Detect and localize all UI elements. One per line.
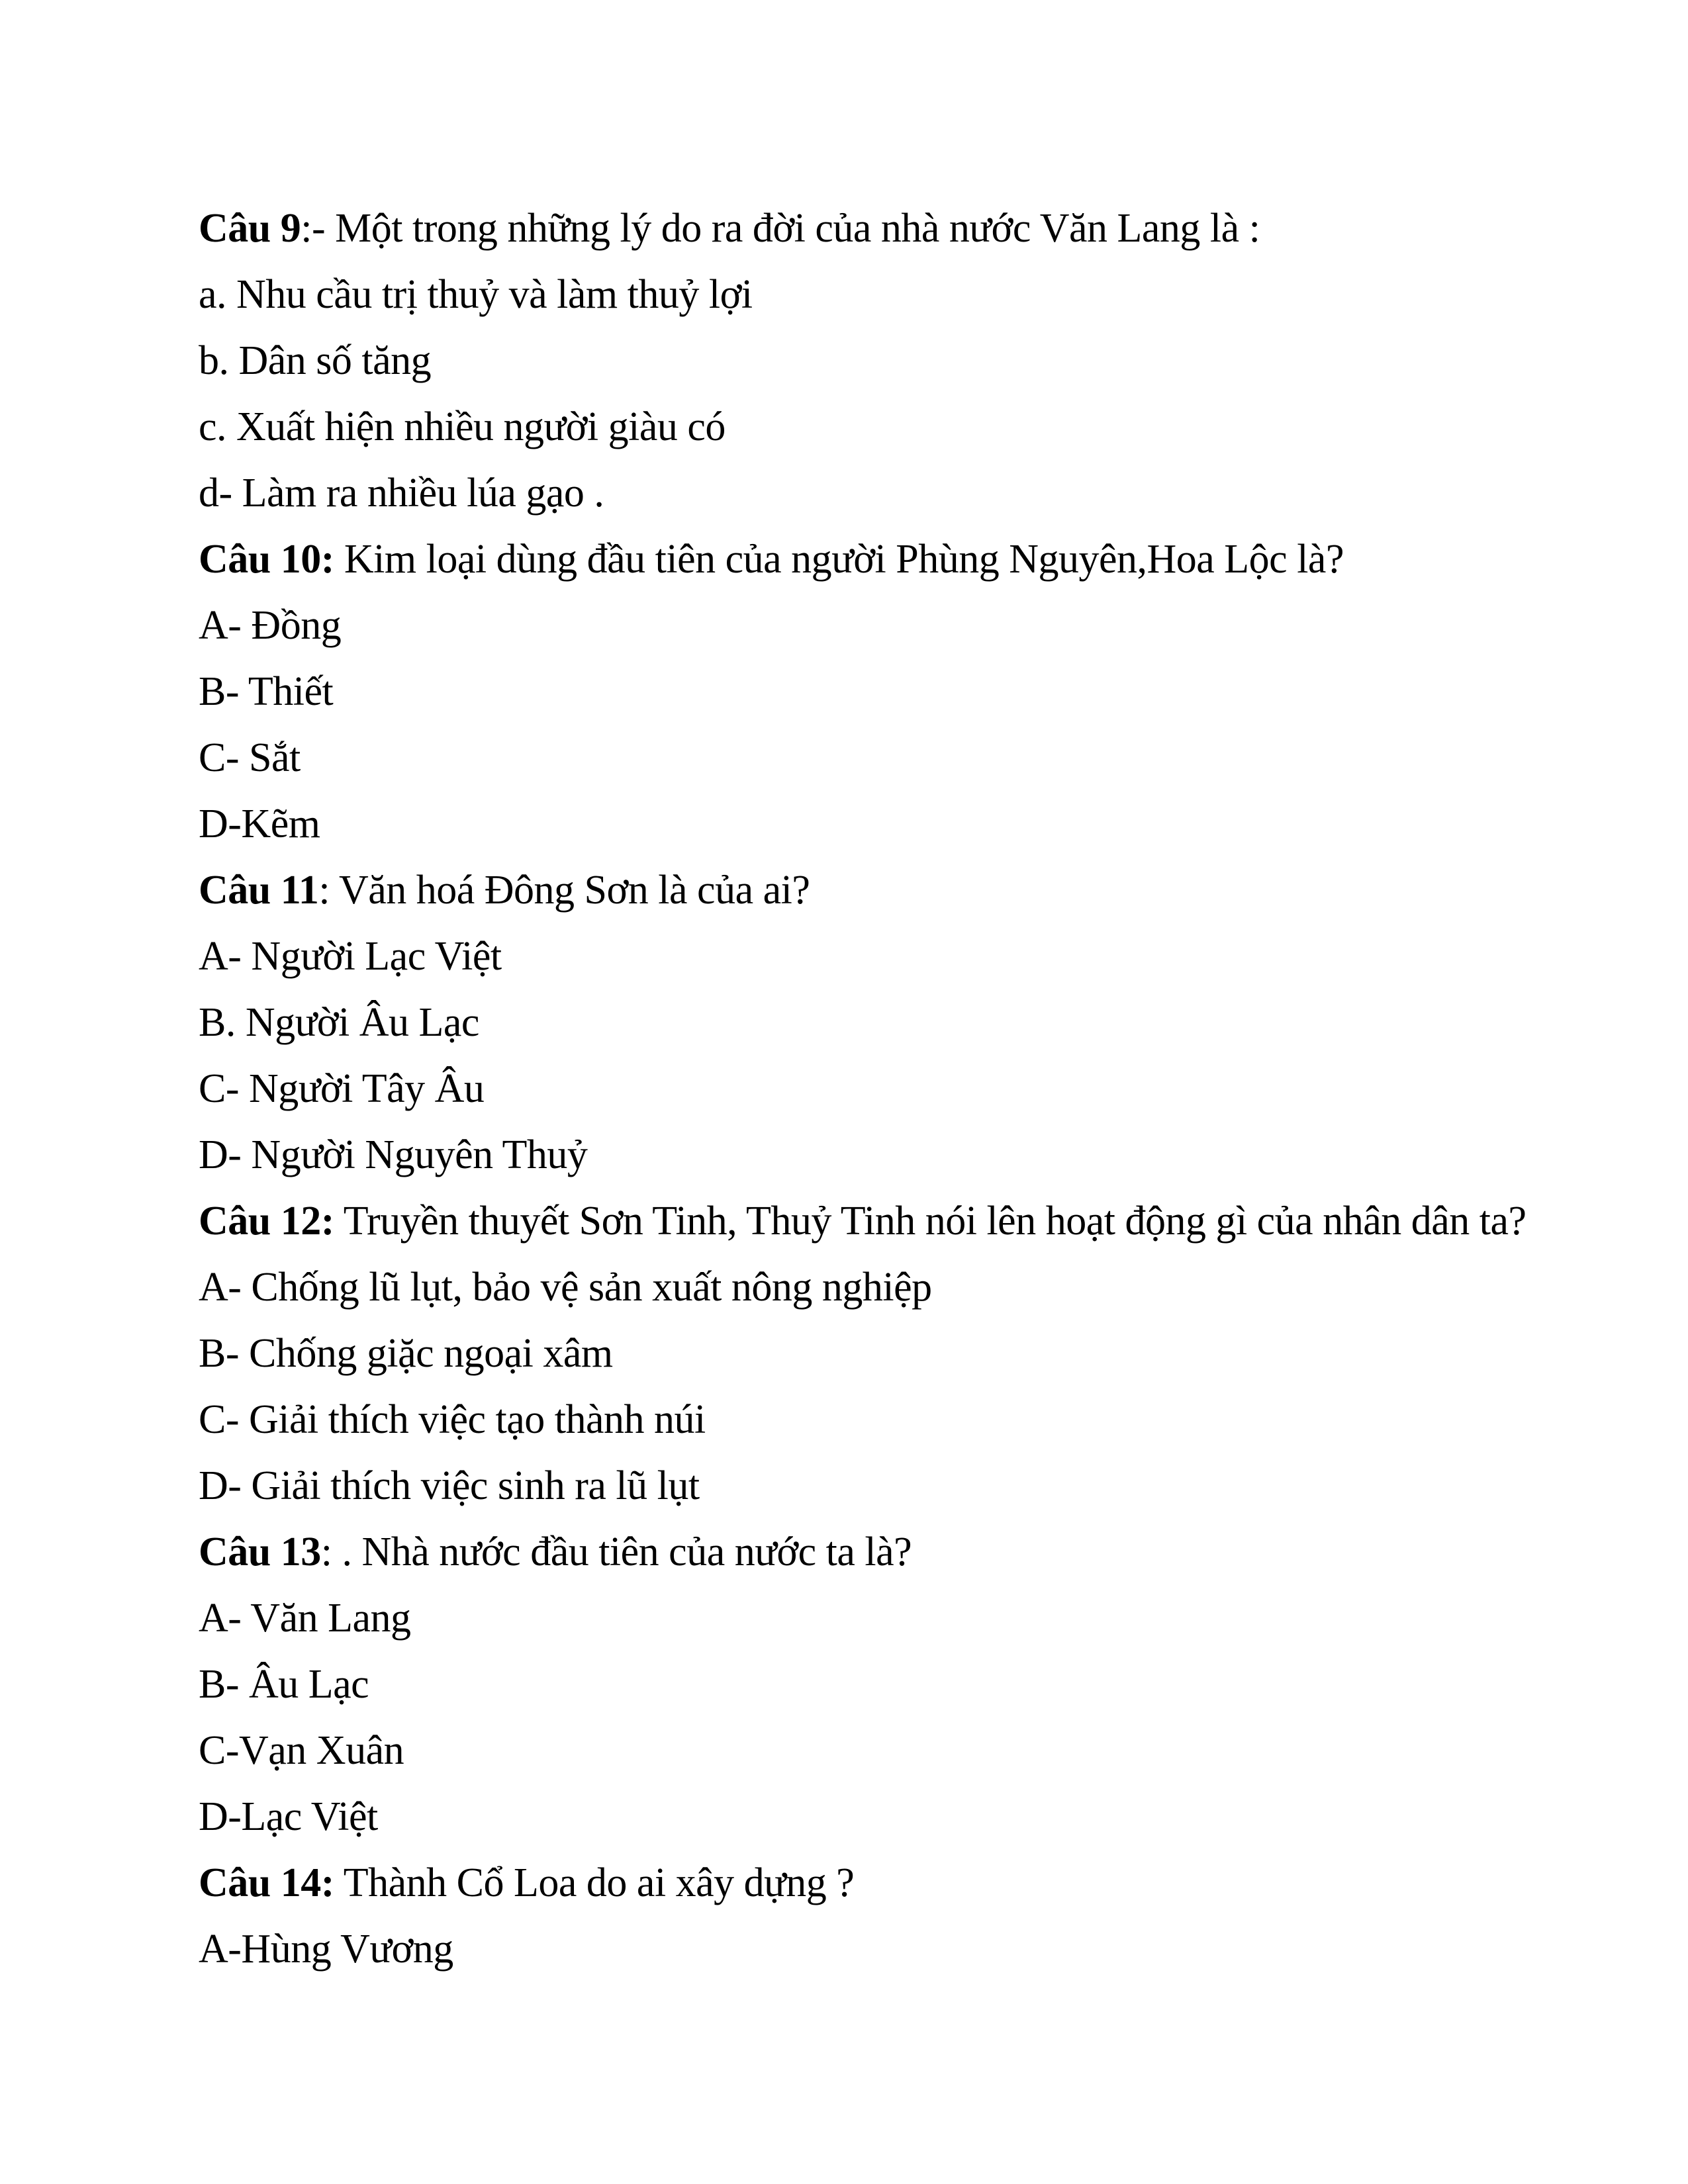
line-text: : . Nhà nước đầu tiên của nước ta là? bbox=[320, 1529, 912, 1574]
document-line bbox=[199, 791, 1589, 857]
document-line bbox=[199, 725, 1589, 791]
question-number-label: Câu 11 bbox=[199, 868, 319, 913]
document-line bbox=[199, 195, 1589, 261]
quiz-content bbox=[199, 195, 1589, 1982]
question-number-label: Câu 12: bbox=[199, 1199, 334, 1244]
document-line bbox=[199, 1188, 1589, 1254]
line-text: b. Dân số tăng bbox=[199, 338, 432, 383]
document-line bbox=[199, 1320, 1589, 1387]
line-text: A- Người Lạc Việt bbox=[199, 934, 502, 979]
document-line bbox=[199, 923, 1589, 989]
document-line bbox=[199, 1784, 1589, 1850]
document-line bbox=[199, 261, 1589, 328]
line-text: D-Kẽm bbox=[199, 801, 320, 846]
document-line bbox=[199, 1453, 1589, 1519]
line-text: C- Sắt bbox=[199, 735, 301, 780]
document-line bbox=[199, 526, 1589, 592]
document-line bbox=[199, 1651, 1589, 1717]
line-text: a. Nhu cầu trị thuỷ và làm thuỷ lợi bbox=[199, 272, 753, 317]
line-text: B- Thiết bbox=[199, 669, 334, 714]
document-line bbox=[199, 1916, 1589, 1982]
line-text: B- Chống giặc ngoại xâm bbox=[199, 1331, 613, 1376]
document-line bbox=[199, 1122, 1589, 1188]
document-line bbox=[199, 1717, 1589, 1784]
line-text: d- Làm ra nhiều lúa gạo . bbox=[199, 471, 604, 516]
line-text: Thành Cổ Loa do ai xây dựng ? bbox=[334, 1860, 855, 1905]
line-text: B. Người Âu Lạc bbox=[199, 1000, 479, 1045]
question-number-label: Câu 10: bbox=[199, 537, 334, 582]
line-text: A-Hùng Vương bbox=[199, 1927, 453, 1972]
line-text: D- Người Nguyên Thuỷ bbox=[199, 1132, 588, 1177]
line-text: Truyền thuyết Sơn Tinh, Thuỷ Tinh nói lên hoạt động gì của nhân dân ta? bbox=[334, 1199, 1526, 1244]
document-line bbox=[199, 1585, 1589, 1651]
document-line bbox=[199, 1254, 1589, 1320]
line-text: D-Lạc Việt bbox=[199, 1794, 378, 1839]
document-line bbox=[199, 989, 1589, 1056]
line-text: Kim loại dùng đầu tiên của người Phùng Nguyên,Hoa Lộc là? bbox=[334, 537, 1344, 582]
document-line bbox=[199, 659, 1589, 725]
line-text: :- Một trong những lý do ra đời của nhà nước Văn Lang là : bbox=[301, 206, 1260, 251]
question-number-label: Câu 13 bbox=[199, 1529, 321, 1574]
line-text: C- Giải thích việc tạo thành núi bbox=[199, 1397, 706, 1442]
document-line bbox=[199, 1056, 1589, 1122]
document-line bbox=[199, 394, 1589, 460]
question-number-label: Câu 14: bbox=[199, 1860, 334, 1905]
line-text: C-Vạn Xuân bbox=[199, 1728, 404, 1773]
document-line bbox=[199, 1850, 1589, 1916]
line-text: A- Văn Lang bbox=[199, 1596, 411, 1641]
document-line bbox=[199, 460, 1589, 526]
line-text: D- Giải thích việc sinh ra lũ lụt bbox=[199, 1463, 700, 1508]
document-line bbox=[199, 857, 1589, 923]
line-text: C- Người Tây Âu bbox=[199, 1066, 485, 1111]
line-text: c. Xuất hiện nhiều người giàu có bbox=[199, 404, 726, 449]
line-text: A- Đồng bbox=[199, 603, 342, 648]
document-line bbox=[199, 1519, 1589, 1585]
line-text: B- Âu Lạc bbox=[199, 1662, 369, 1707]
document-line bbox=[199, 1387, 1589, 1453]
document-line bbox=[199, 592, 1589, 659]
line-text: : Văn hoá Đông Sơn là của ai? bbox=[318, 868, 810, 913]
line-text: A- Chống lũ lụt, bảo vệ sản xuất nông nghiệp bbox=[199, 1265, 932, 1310]
document-line bbox=[199, 328, 1589, 394]
question-number-label: Câu 9 bbox=[199, 206, 301, 251]
